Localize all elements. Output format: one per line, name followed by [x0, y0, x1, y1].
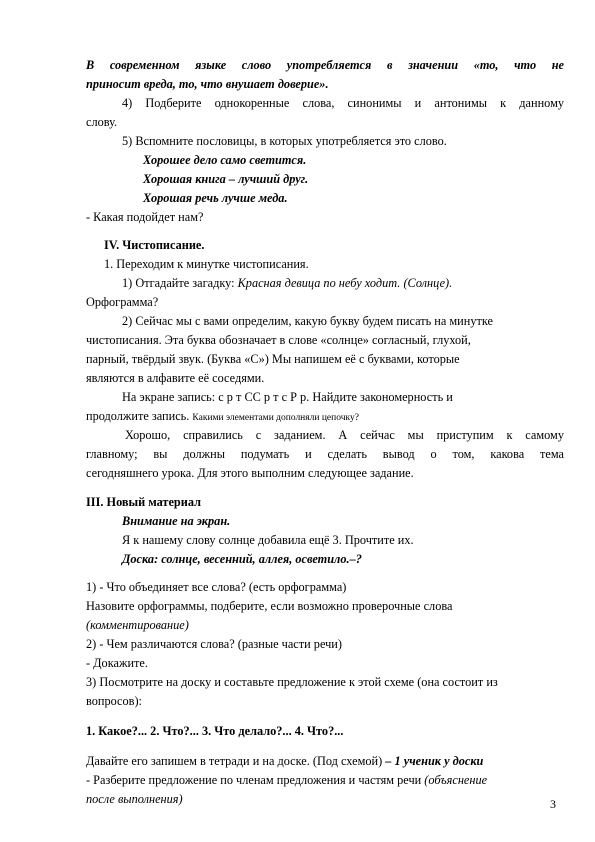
q1b-line: Назовите орфограммы, подберите, если возможно проверочные слова — [86, 599, 453, 613]
s3-line-2: Я к нашему слову солнце добавила ещё 3. Прочтите их. — [122, 533, 414, 547]
s4-line-12: сегодняшнего урока. Для этого выполним следующее задание. — [86, 466, 414, 480]
parse-line — [86, 771, 564, 790]
proverb-3: Хорошая речь лучше меда. — [143, 191, 288, 205]
s3-attention: Внимание на экран. — [122, 514, 231, 528]
section-4-heading: IV. Чистописание. — [104, 238, 205, 252]
intro-line-2: приносит вреда, то, что внушает доверие». — [86, 77, 329, 91]
s3-board: Доска: солнце, весенний, аллея, осветило.–? — [122, 552, 362, 566]
s4-line-9 — [86, 407, 564, 428]
s4-line-7: являются в алфавите её соседями. — [86, 371, 265, 385]
explanation-note: (объяснение — [424, 773, 488, 787]
s4-line-5: чистописания. Эта буква обозначает в слове «солнце» согласный, глухой, — [86, 333, 471, 347]
q2b-line: - Докажите. — [86, 656, 148, 670]
s4-line-1: 1. Переходим к минутке чистописания. — [104, 257, 309, 271]
explanation-note-cont: после выполнения) — [86, 792, 183, 806]
write-instruction: Давайте его запишем в тетради и на доске. (Под схемой) — [86, 754, 386, 768]
s4-line-8: На экране запись: с р т СС р т с Р р. Найдите закономерность и — [122, 390, 453, 404]
write-line — [86, 752, 564, 771]
question-line: - Какая подойдет нам? — [86, 210, 204, 224]
proverb-2: Хорошая книга – лучший друг. — [143, 172, 309, 186]
riddle-prompt: 1) Отгадайте загадку: — [122, 276, 238, 290]
s4-riddle — [122, 274, 595, 293]
item-5: 5) Вспомните пословицы, в которых употребляется это слово. — [122, 134, 447, 148]
item-4-line-1: 4) Подберите однокоренные слова, синонимы и антонимы к данному — [122, 96, 564, 110]
s4-line-3: Орфограмма? — [86, 295, 159, 309]
q1c-line: (комментирование) — [86, 618, 189, 632]
item-4-line-2: слову. — [86, 115, 118, 129]
section-3-heading: III. Новый материал — [86, 495, 202, 509]
proverb-1: Хорошее дело само светится. — [143, 153, 307, 167]
riddle-text: Красная девица по небу ходит. (Солнце). — [237, 276, 453, 290]
page-number: 3 — [550, 797, 556, 811]
small-note: Какими элементами дополняли цепочку? — [192, 413, 359, 423]
q3-line: 3) Посмотрите на доску и составьте предложение к этой схеме (она состоит из — [86, 675, 498, 689]
s4-line-6: парный, твёрдый звук. (Буква «С») Мы напишем её с буквами, которые — [86, 352, 460, 366]
continue-record: продолжите запись. — [86, 409, 193, 423]
q1-line: 1) - Что объединяет все слова? (есть орфограмма) — [86, 580, 347, 594]
s4-line-10: Хорошо, справились с заданием. А сейчас мы приступим к самому — [125, 428, 564, 442]
intro-line-1: В современном языке слово употребляется в значении «то, что не — [86, 58, 564, 72]
parse-instruction: - Разберите предложение по членам предложения и частям речи — [86, 773, 425, 787]
s4-line-11: главному; вы должны подумать и сделать вывод о том, какова тема — [86, 447, 564, 461]
student-at-board: – 1 ученик у доски — [385, 754, 484, 768]
s4-line-4: 2) Сейчас мы с вами определим, какую букву будем писать на минутке — [122, 314, 493, 328]
q2-line: 2) - Чем различаются слова? (разные части речи) — [86, 637, 342, 651]
q3b-line: вопросов): — [86, 694, 142, 708]
sentence-scheme: 1. Какое?... 2. Что?... 3. Что делало?... 4. Что?... — [86, 724, 344, 738]
